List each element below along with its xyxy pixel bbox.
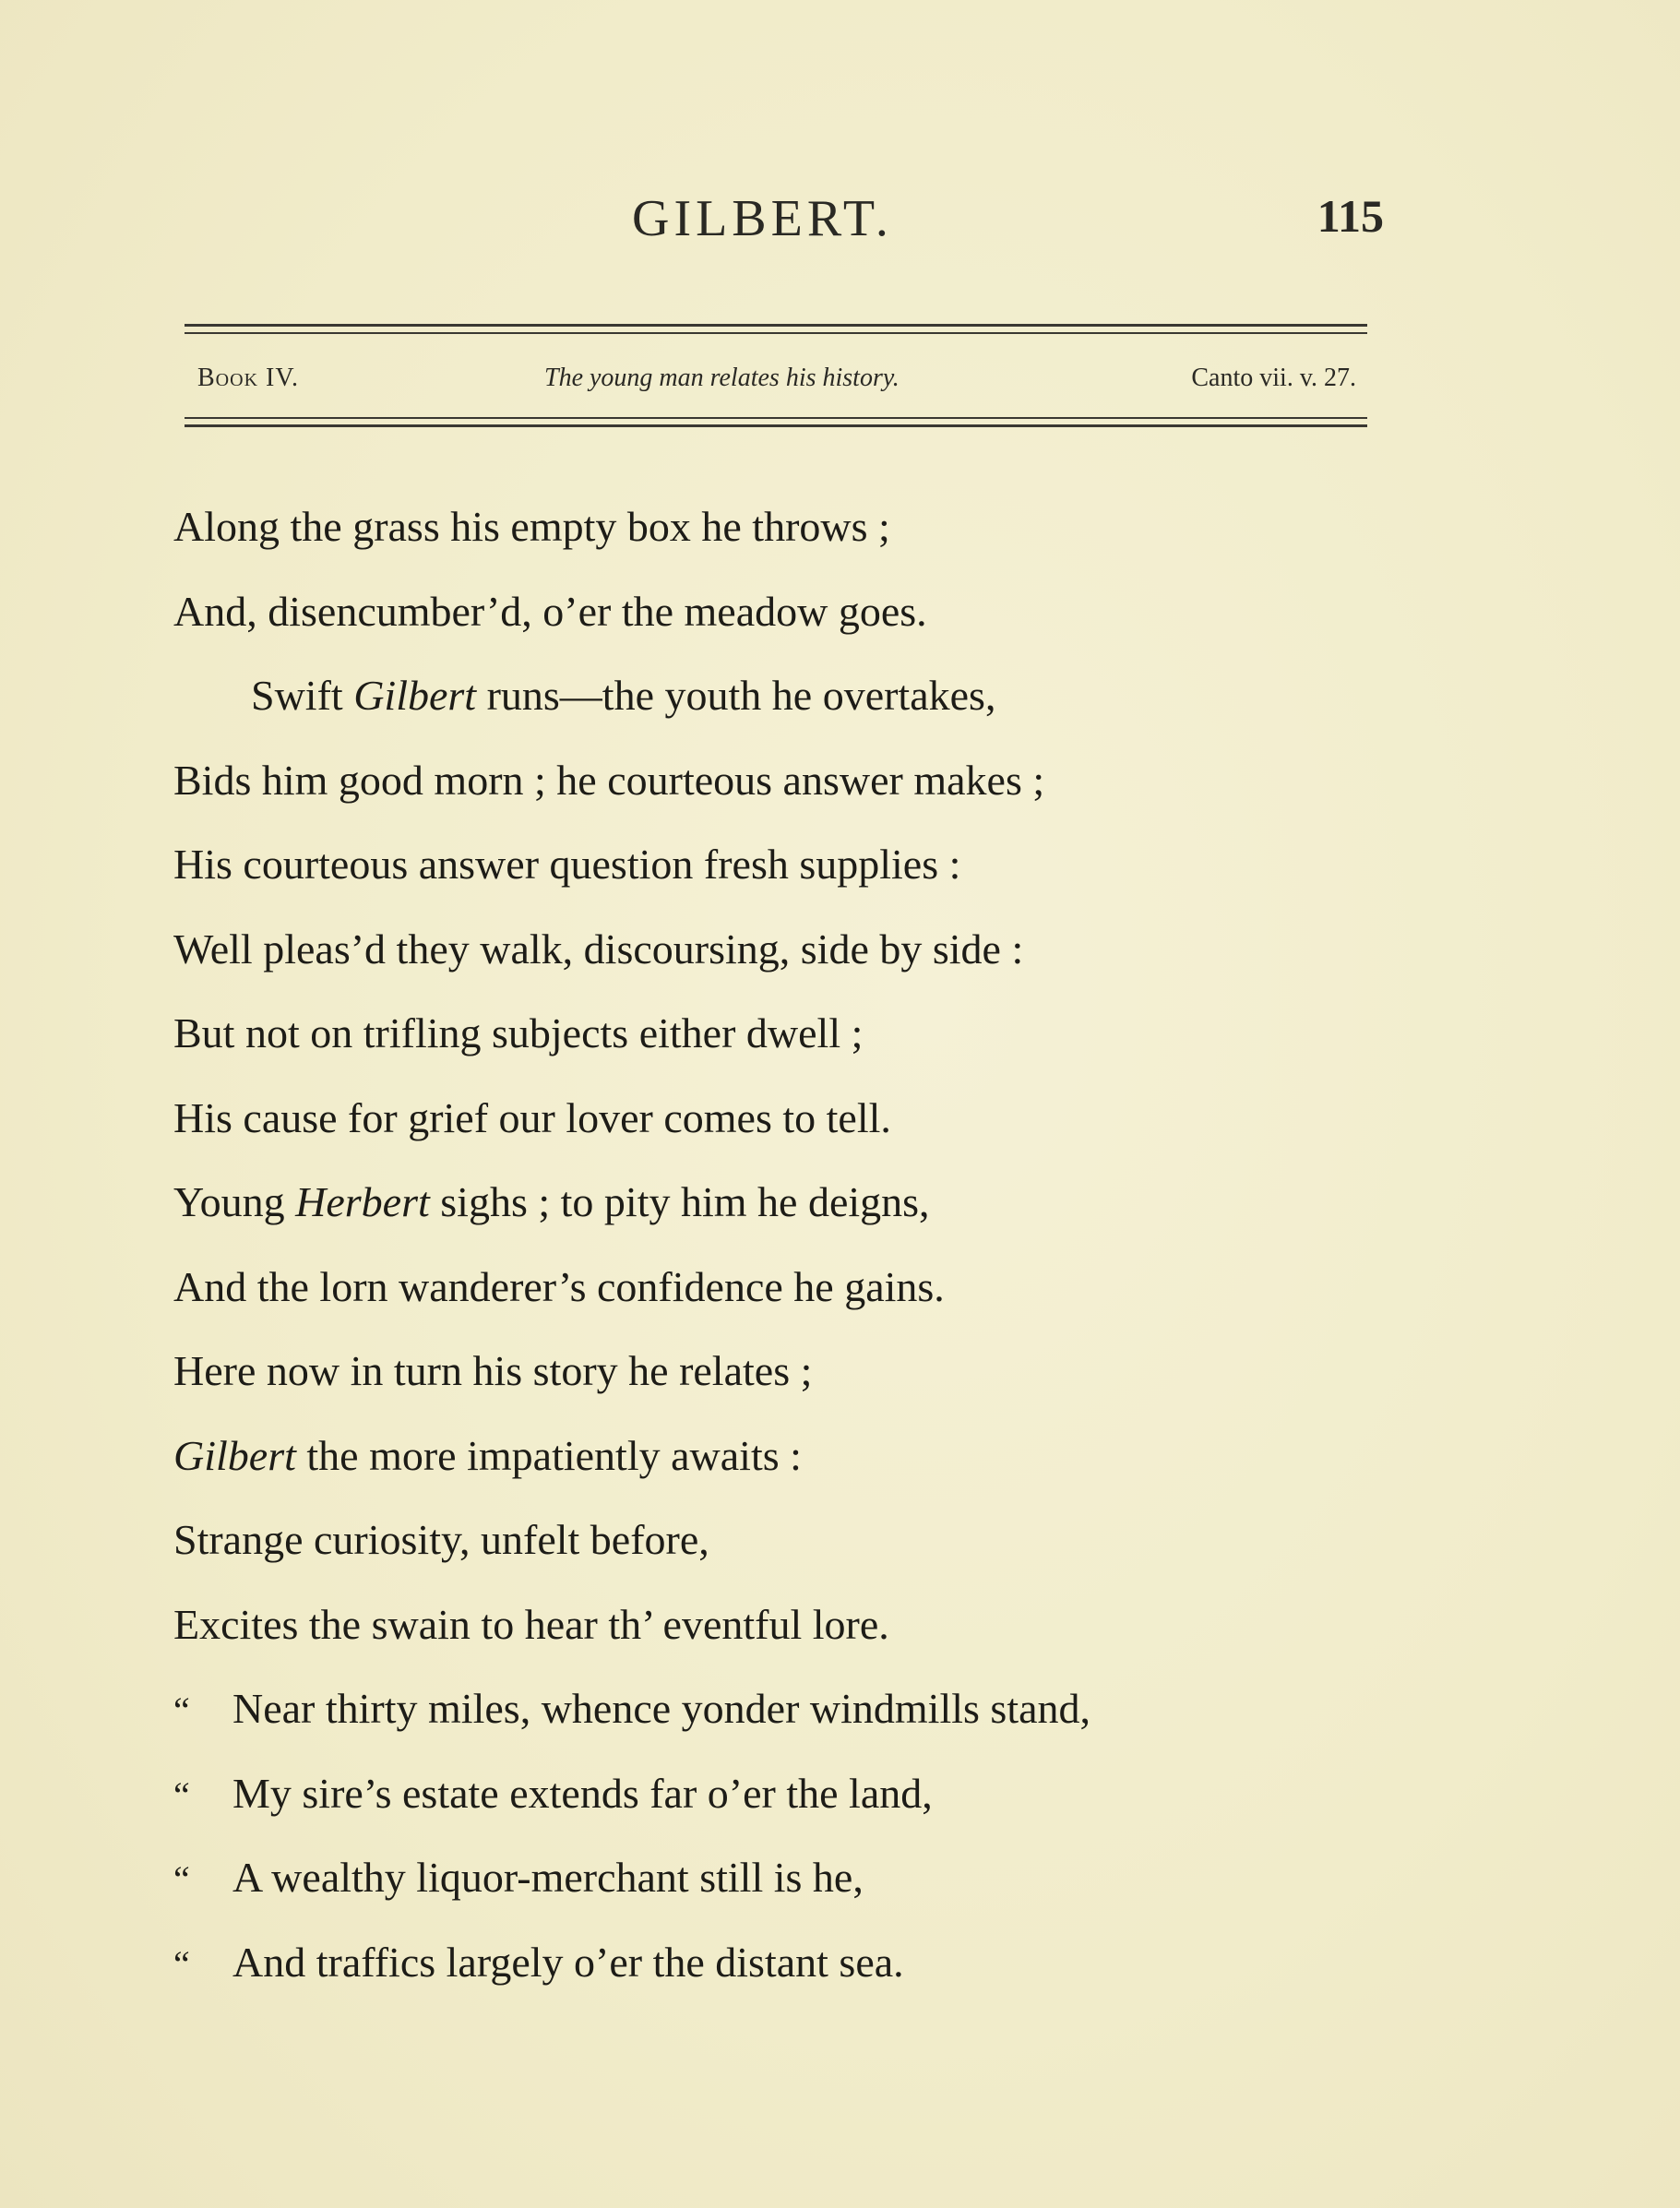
top-double-rule-outer — [185, 324, 1367, 327]
bottom-double-rule-inner — [185, 417, 1367, 419]
verse-line: “ A wealthy liquor-merchant still is he, — [173, 1847, 1373, 1932]
argument-label: The young man relates his history. — [544, 364, 900, 392]
verse-line: Bids him good morn ; he courteous answer makes ; — [173, 756, 1045, 804]
character-name: Gilbert — [173, 1431, 296, 1479]
bottom-double-rule-outer — [185, 424, 1367, 427]
verse-line: And, disencumber’d, o’er the meadow goes. — [173, 587, 927, 635]
verse-line: Well pleas’d they walk, discoursing, side by side : — [173, 925, 1024, 973]
verse-line: “ And traffics largely o’er the distant sea. — [173, 1932, 1373, 2017]
verse-line: Excites the swain to hear th’ eventful lore. — [173, 1600, 889, 1648]
running-head — [185, 189, 1384, 254]
subheader — [185, 360, 1367, 406]
top-double-rule-inner — [185, 332, 1367, 334]
quote-mark: “ — [173, 1773, 190, 1816]
canto-label: Canto vii. v. 27. — [1191, 364, 1356, 392]
quote-mark: “ — [173, 1858, 190, 1900]
verse-line: His cause for grief our lover comes to tell. — [173, 1093, 891, 1141]
character-name: Herbert — [295, 1178, 430, 1225]
verse-line: And the lorn wanderer’s confidence he gains. — [173, 1262, 945, 1310]
verse-line: “ My sire’s estate extends far o’er the land, — [173, 1763, 1373, 1848]
verse-line: His courteous answer question fresh supplies : — [173, 841, 961, 888]
verse-line: Strange curiosity, unfelt before, — [173, 1516, 709, 1563]
verse-line: Gilbert the more impatiently awaits : — [173, 1431, 802, 1479]
verse-line: Along the grass his empty box he throws ; — [173, 503, 890, 550]
verse-line: Young Herbert sighs ; to pity him he deigns, — [173, 1178, 930, 1225]
page-number: 115 — [1317, 190, 1384, 242]
verse-body — [173, 496, 1373, 2016]
character-name: Gilbert — [353, 672, 477, 719]
running-title: GILBERT. — [632, 190, 893, 247]
verse-line: But not on trifling subjects either dwell ; — [173, 1009, 864, 1056]
book-label: Book IV. — [197, 364, 299, 392]
verse-line: Swift Gilbert runs—the youth he overtakes, — [251, 672, 996, 719]
quote-mark: “ — [173, 1942, 190, 1985]
verse-line: Here now in turn his story he relates ; — [173, 1347, 813, 1394]
quote-mark: “ — [173, 1689, 190, 1731]
verse-line: “ Near thirty miles, whence yonder windmills stand, — [173, 1678, 1373, 1763]
